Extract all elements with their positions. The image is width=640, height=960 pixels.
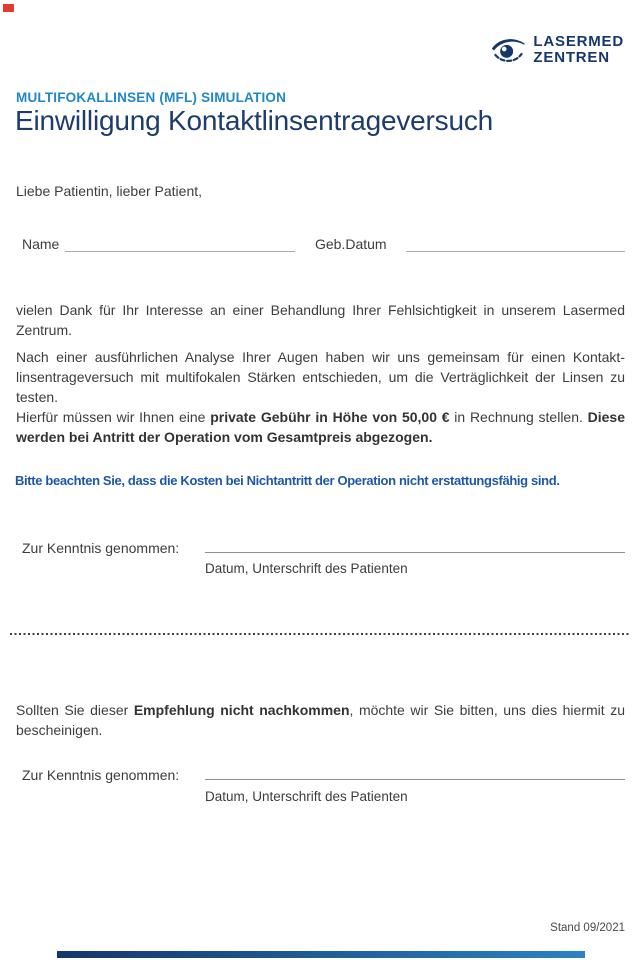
signature-caption-1: Datum, Unterschrift des Patienten xyxy=(205,561,408,576)
recommendation-bold: Empfehlung nicht nachkommen xyxy=(133,702,350,718)
page-title: Einwilligung Kontaktlinsentrageversuch xyxy=(15,105,494,136)
birthdate-input-line[interactable] xyxy=(406,237,625,252)
recommendation-normal-2: , möchte wir Sie bitten, uns dies hiermit zu bescheinigen. xyxy=(16,702,625,738)
birthdate-label: Geb.Datum xyxy=(315,236,387,252)
red-corner-mark xyxy=(3,4,14,12)
fee-text-bold-1: private Gebühr in Höhe von 50,00 € xyxy=(210,409,450,425)
acknowledgement-label-2: Zur Kenntnis genommen: xyxy=(22,767,180,783)
footer-bar xyxy=(57,951,585,958)
logo-line2: ZENTREN xyxy=(533,49,610,66)
signature-line-2[interactable] xyxy=(205,766,625,780)
paragraph-analysis: Nach einer ausführlichen Analyse Ihrer Augen haben wir uns gemeinsam für einen Kontaktlinsentrageversuch mit multifokalen Stärken entschieden, um die Verträglichkeit der Linsen zu testen. xyxy=(16,349,625,405)
logo-line1: LASERMED xyxy=(533,33,624,50)
revision-date: Stand 09/2021 xyxy=(550,922,625,934)
non-refundable-notice: Bitte beachten Sie, dass die Kosten bei Nichtantritt der Operation nicht erstattungsfähig sind. xyxy=(15,473,560,488)
paragraph-fee xyxy=(16,407,625,447)
eye-icon xyxy=(490,35,526,65)
name-input-line[interactable] xyxy=(65,237,295,252)
logo-wordmark xyxy=(533,34,624,66)
signature-line-1[interactable] xyxy=(205,539,625,553)
paragraph-thanks: vielen Dank für Ihr Interesse an einer Behandlung Ihrer Fehlsichtigkeit in unserem Lasermed Zentrum. xyxy=(16,302,625,338)
name-label: Name xyxy=(22,236,60,252)
lasermed-logo xyxy=(490,34,624,66)
fee-text-normal-1: Hierfür müssen wir Ihnen eine xyxy=(16,409,211,425)
fee-text-normal-2: in Rechnung stellen. xyxy=(449,409,588,425)
section-divider xyxy=(10,633,630,635)
paragraph-recommendation xyxy=(16,700,625,740)
recommendation-normal-1: Sollten Sie dieser xyxy=(16,702,134,718)
acknowledgement-label-1: Zur Kenntnis genommen: xyxy=(22,540,180,556)
fee-text-bold-2: Diese werden bei Antritt der Operation vom Gesamtpreis abgezogen. xyxy=(16,409,625,445)
signature-caption-2: Datum, Unterschrift des Patienten xyxy=(205,789,408,804)
document-subtitle: MULTIFOKALLINSEN (MFL) SIMULATION xyxy=(16,90,287,105)
salutation-text: Liebe Patientin, lieber Patient, xyxy=(16,183,203,199)
